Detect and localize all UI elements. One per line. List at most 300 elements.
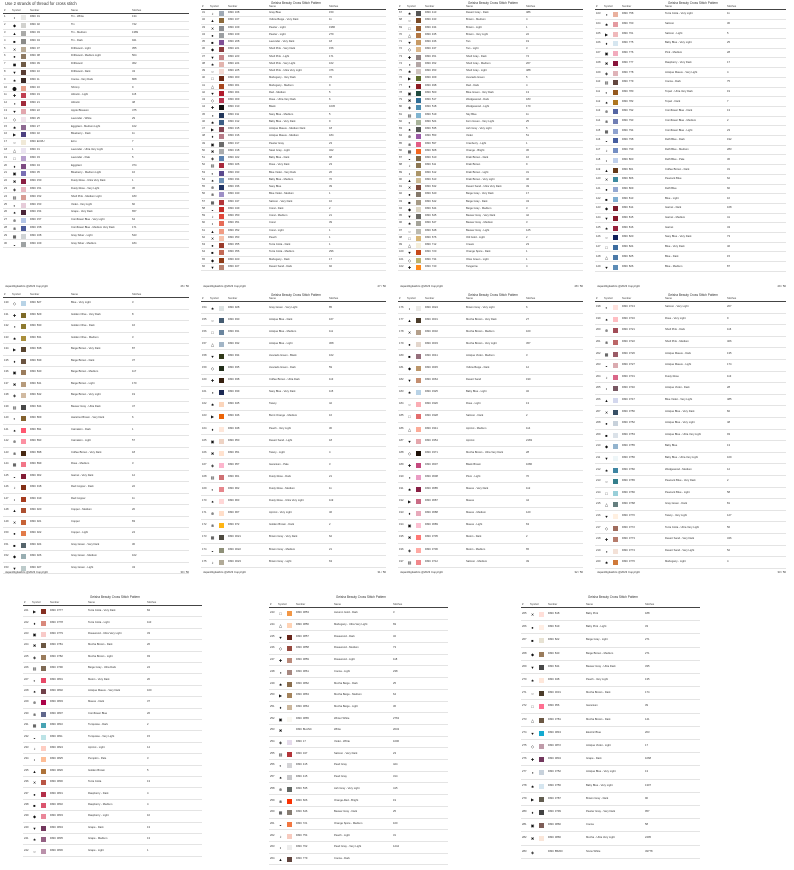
thread-name: Grape - Medium <box>88 837 108 841</box>
dmc-number: DMC 3023 <box>228 559 241 563</box>
dmc-number: DMC 309 <box>228 98 240 102</box>
stitch-symbol-icon: ▲ <box>407 317 412 323</box>
color-swatch <box>21 31 26 36</box>
dmc-number: DMC 3705 <box>425 535 438 539</box>
column-header-number: Number <box>296 603 306 606</box>
dmc-number: DMC 740 <box>425 264 437 268</box>
dmc-number: DMC 824 <box>622 245 634 249</box>
thread-name: Antique Blue - Medium <box>269 329 297 333</box>
dmc-number: DMC 3774 <box>622 548 635 552</box>
table-row <box>198 471 394 483</box>
column-header-num: # <box>24 601 26 604</box>
row-number: 186 <box>399 426 404 430</box>
dmc-number: DMC 3834 <box>548 757 561 761</box>
dmc-number: DMC 3866 <box>548 836 561 840</box>
thread-name: Rose - Light <box>466 402 481 406</box>
row-number: 51 <box>202 156 205 160</box>
row-number: 103 <box>596 12 601 16</box>
color-swatch <box>539 731 544 736</box>
stitch-symbol-icon: ✚ <box>407 462 412 468</box>
stitch-count: 1389 <box>132 30 138 34</box>
color-swatch <box>613 491 618 496</box>
thread-name: Ash Gray - Very Light <box>466 127 492 131</box>
table-row <box>266 608 456 620</box>
table-row <box>0 123 197 131</box>
thread-name: Baby Blue - Very Light <box>665 41 692 45</box>
stitch-symbol-icon: ▦ <box>12 462 17 468</box>
color-swatch <box>613 216 618 221</box>
copyright-footer: JapanDigitalArts @2023 Copyright <box>597 284 640 288</box>
stitch-count: 115 <box>329 390 334 394</box>
stitch-symbol-icon: ◆ <box>32 814 37 820</box>
row-number: 121 <box>596 186 601 190</box>
table-row <box>198 532 394 544</box>
thread-name: Shell Pink - Very Light <box>269 61 296 65</box>
row-number: 31 <box>202 11 205 15</box>
color-swatch <box>613 197 618 202</box>
thread-name: Beige Brown - Light <box>71 381 95 385</box>
thread-note: Use 2 strands of thread for cross stitch <box>5 1 77 6</box>
stitch-symbol-icon: ✕ <box>12 519 17 525</box>
row-number: 156 <box>202 329 207 333</box>
dmc-number: DMC 03 <box>30 30 40 34</box>
color-swatch <box>21 109 26 114</box>
color-swatch <box>41 723 46 728</box>
column-header-name: Name <box>334 603 341 606</box>
row-number: 16 <box>4 132 7 136</box>
row-number: 131 <box>4 312 9 316</box>
stitch-count: 23 <box>526 243 529 247</box>
table-row <box>198 228 394 235</box>
dmc-number: DMC 779 <box>296 857 308 861</box>
thread-name: Beige Brown - Very Light <box>71 393 101 397</box>
stitch-symbol-icon: ◐ <box>33 677 36 683</box>
row-number: 212 <box>596 467 601 471</box>
stitch-symbol-icon: ▶ <box>407 76 412 82</box>
stitch-symbol-icon: ● <box>211 32 214 38</box>
stitch-symbol-icon: ★ <box>530 678 535 684</box>
table-row <box>20 834 210 845</box>
column-header-name: Name <box>665 297 672 300</box>
stitch-count: 283 <box>727 148 732 152</box>
color-swatch <box>21 86 26 91</box>
row-number: 224 <box>24 643 29 647</box>
row-number: 151 <box>4 542 9 546</box>
thread-name: Shell Pink - Medium Light <box>71 194 102 198</box>
row-number: 244 <box>270 623 275 627</box>
dmc-number: DMC 340 <box>228 192 240 196</box>
row-number: 143 <box>4 450 9 454</box>
stitch-count: 9 <box>727 316 729 320</box>
thread-name: Antique Blue - Very Dark <box>665 409 695 413</box>
dmc-number: DMC 3752 <box>622 421 635 425</box>
table-row <box>395 112 591 119</box>
dmc-number: DMC 820 <box>622 235 634 239</box>
dmc-number: DMC 208 <box>228 40 240 44</box>
thread-name: Geranium - Pale <box>269 462 289 466</box>
dmc-number: DMC 891 <box>30 427 42 431</box>
thread-name: Blue - Dark <box>665 254 679 258</box>
row-number: 140 <box>4 416 9 420</box>
stitch-count: 28 <box>727 51 730 55</box>
page-number: 32 / 56 <box>574 570 583 574</box>
color-swatch <box>287 635 292 640</box>
dmc-number: DMC 645 <box>425 214 437 218</box>
dmc-number: DMC 632 <box>425 185 437 189</box>
row-number: 229 <box>24 700 29 704</box>
stitch-count: 10 <box>329 199 332 203</box>
stitch-count: 13 <box>147 837 150 841</box>
stitch-count: 13 <box>727 109 730 113</box>
stitch-symbol-icon: ✚ <box>407 264 412 270</box>
thread-name: Cornflower Blue <box>88 711 108 715</box>
thread-name: Salmon - Light <box>665 31 683 35</box>
stitch-symbol-icon: ■ <box>211 250 214 256</box>
thread-name: Rose - Very Light <box>665 316 686 320</box>
row-number: 28 <box>4 225 7 229</box>
table-row <box>198 314 394 326</box>
stitch-symbol-icon: ★ <box>407 390 412 396</box>
stitch-symbol-icon: ◐ <box>211 170 214 176</box>
stitch-symbol-icon: ⬤ <box>12 85 17 91</box>
stitch-symbol-icon: ◑ <box>211 390 214 396</box>
dmc-number: DMC 3801 <box>50 677 63 681</box>
stitch-symbol-icon: ■ <box>605 432 608 438</box>
color-swatch <box>21 234 26 239</box>
stitch-symbol-icon: ✚ <box>604 537 609 543</box>
column-header-num: # <box>596 297 598 300</box>
stitch-count: 93 <box>727 432 730 436</box>
stitch-count: 3 <box>526 206 528 210</box>
row-number: 223 <box>24 631 29 635</box>
column-header-num: # <box>4 9 6 12</box>
thread-name: Beige Gray - Dark <box>466 199 488 203</box>
dmc-number: DMC 815 <box>622 216 634 220</box>
row-number: 36 <box>202 47 205 51</box>
thread-name: Shell Gray - Medium <box>466 61 491 65</box>
table-row <box>20 743 210 754</box>
stitch-symbol-icon: ◇ <box>604 525 609 531</box>
dmc-number: DMC 3756 <box>622 456 635 460</box>
table-row <box>395 177 591 184</box>
dmc-number: DMC 760 <box>622 22 634 26</box>
thread-name: Beige Gray - Light <box>586 638 608 642</box>
thread-name: Apricot - Light <box>88 745 105 749</box>
thread-name: Tan <box>466 40 471 44</box>
table-row <box>20 823 210 834</box>
thread-name: Mocha Beige - Medium <box>334 693 362 697</box>
row-number: 157 <box>202 341 207 345</box>
dmc-number: DMC 3022 <box>228 547 241 551</box>
stitch-count: 109 <box>727 456 732 460</box>
table-row <box>266 631 456 643</box>
stitch-count: 36 <box>132 186 135 190</box>
thread-name: Garnet - Very Dark <box>71 473 94 477</box>
thread-name: Dusty Rose - Medium <box>269 487 295 491</box>
table-row <box>0 92 197 100</box>
stitch-symbol-icon: ✖ <box>12 381 17 387</box>
stitch-symbol-icon: ▶ <box>32 609 37 615</box>
stitch-symbol-icon: ▦ <box>604 351 609 357</box>
thread-name: Brown - Light <box>466 25 482 29</box>
table-row <box>395 326 591 338</box>
stitch-symbol-icon: ▶ <box>210 127 215 133</box>
row-number: 249 <box>270 681 275 685</box>
dmc-number: DMC 831 <box>30 335 42 339</box>
dmc-number: DMC 312 <box>228 119 240 123</box>
stitch-symbol-icon: ◈ <box>407 105 412 111</box>
color-swatch <box>416 366 421 371</box>
table-row <box>592 383 794 395</box>
stitch-symbol-icon: ■ <box>408 353 411 359</box>
stitch-symbol-icon: ★ <box>407 221 412 227</box>
color-swatch <box>219 475 224 480</box>
dmc-number: DMC 223 <box>228 54 240 58</box>
dmc-number: DMC 825 <box>622 254 634 258</box>
table-row <box>198 350 394 362</box>
table-row <box>592 117 794 127</box>
color-swatch <box>613 168 618 173</box>
table-row <box>0 367 197 379</box>
row-number: 46 <box>202 119 205 123</box>
dmc-number: DMC 415 <box>296 763 308 767</box>
dmc-number: DMC 3872 <box>548 744 561 748</box>
stitch-symbol-icon: ▦ <box>32 723 37 729</box>
table-row <box>395 471 591 483</box>
dmc-number: DMC 799 <box>622 148 634 152</box>
stitch-count: 43 <box>132 565 135 569</box>
table-row <box>198 264 394 271</box>
stitch-count: 16 <box>132 324 135 328</box>
color-swatch <box>287 763 292 768</box>
stitch-count: 28 <box>526 450 529 454</box>
thread-name: Gray Silver - Medium <box>71 241 97 245</box>
row-number: 247 <box>270 658 275 662</box>
stitch-count: 19 <box>526 40 529 44</box>
table-row <box>518 608 708 621</box>
dmc-number: DMC 356 <box>228 250 240 254</box>
dmc-number: DMC 3859 <box>296 658 309 662</box>
stitch-symbol-icon: ✕ <box>530 612 535 618</box>
table-row <box>198 484 394 496</box>
pattern-page <box>592 0 794 290</box>
row-number: 4 <box>4 38 6 42</box>
stitch-symbol-icon: ▲ <box>407 177 412 183</box>
color-swatch <box>219 523 224 528</box>
stitch-count: 1 <box>329 235 331 239</box>
stitch-count: 11 <box>132 132 135 136</box>
stitch-symbol-icon: ♥ <box>279 634 282 640</box>
color-swatch <box>41 678 46 683</box>
table-row <box>20 788 210 799</box>
row-number: 5 <box>4 46 6 50</box>
dmc-number: DMC 3833 <box>50 814 63 818</box>
thread-name: Mocha Beige - Light <box>334 704 358 708</box>
table-row <box>266 842 456 854</box>
table-row <box>0 209 197 217</box>
stitch-symbol-icon: ✕ <box>210 25 215 31</box>
stitch-count: 2 <box>526 414 528 418</box>
stitch-symbol-icon: ◒ <box>279 821 282 827</box>
column-header-stitches: Stitches <box>526 5 536 8</box>
dmc-number: DMC 221 <box>228 47 240 51</box>
thread-name: Mocha Brown - Dark <box>586 691 611 695</box>
stitch-symbol-icon: ✕ <box>604 177 609 183</box>
dmc-number: DMC 413 <box>425 11 437 15</box>
stitch-count: 23 <box>329 163 332 167</box>
stitch-symbol-icon: ▶ <box>12 132 17 138</box>
stitch-count: 15 <box>727 254 730 258</box>
table-row <box>266 678 456 690</box>
table-row <box>395 133 591 140</box>
stitch-count: 150 <box>329 11 334 15</box>
table-row <box>198 133 394 140</box>
dmc-number: DMC 840 <box>30 370 42 374</box>
copyright-footer: JapanDigitalArts @2023 Copyright <box>400 284 443 288</box>
stitch-count: 10 <box>727 196 730 200</box>
thread-name: Winter White <box>334 716 350 720</box>
stitch-count: 2763 <box>393 716 399 720</box>
color-swatch <box>219 499 224 504</box>
color-swatch <box>21 125 26 130</box>
stitch-symbol-icon: ▲ <box>604 398 609 404</box>
dmc-number: DMC 610 <box>425 156 437 160</box>
stitch-symbol-icon: ◈ <box>12 186 17 192</box>
thread-name: Carnation - Light <box>71 439 91 443</box>
stitch-count: 26 <box>147 711 150 715</box>
table-row <box>0 310 197 322</box>
stitch-symbol-icon: ▣ <box>407 90 412 96</box>
thread-name: Grape - Light <box>88 848 104 852</box>
row-number: 162 <box>202 402 207 406</box>
thread-name: Cocoa <box>586 823 594 827</box>
color-swatch <box>21 336 26 341</box>
stitch-count: 21 <box>329 214 332 218</box>
row-number: 169 <box>202 487 207 491</box>
table-row <box>518 700 708 713</box>
column-header-stitches: Stitches <box>727 5 737 8</box>
stitch-count: 183 <box>526 98 531 102</box>
dmc-number: DMC 32 <box>30 132 40 136</box>
stitch-count: 46 <box>727 245 730 249</box>
stitch-symbol-icon: ◑ <box>13 324 16 330</box>
stitch-symbol-icon: △ <box>604 502 609 508</box>
color-swatch <box>41 849 46 854</box>
table-row <box>395 61 591 68</box>
stitch-symbol-icon: ⊕ <box>604 109 609 115</box>
table-row <box>0 108 197 116</box>
table-row <box>20 731 210 742</box>
color-swatch <box>613 456 618 461</box>
stitch-count: 12 <box>132 473 135 477</box>
table-row <box>592 406 794 418</box>
row-number: 133 <box>4 335 9 339</box>
color-swatch <box>416 511 421 516</box>
table-row <box>0 459 197 471</box>
row-number: 105 <box>596 31 601 35</box>
color-swatch <box>613 317 618 322</box>
row-divider <box>3 247 189 248</box>
row-number: 153 <box>4 565 9 569</box>
color-swatch <box>21 485 26 490</box>
table-row <box>0 139 197 147</box>
stitch-count: 39 <box>329 185 332 189</box>
table-row <box>395 423 591 435</box>
stitch-count: 1086 <box>526 462 532 466</box>
table-row <box>592 97 794 107</box>
column-header-name: Name <box>71 9 78 12</box>
color-swatch <box>41 792 46 797</box>
pattern-page <box>198 292 394 576</box>
table-row <box>592 453 794 465</box>
row-number: 130 <box>4 301 9 305</box>
row-number: 240 <box>24 825 29 829</box>
stitch-count: 30 <box>329 426 332 430</box>
stitch-symbol-icon: ◇ <box>407 257 412 263</box>
table-row <box>592 78 794 88</box>
page-number: 27 / 56 <box>377 284 386 288</box>
thread-name: Pearl Gray <box>334 763 347 767</box>
row-number: 242 <box>24 848 29 852</box>
column-header-name: Name <box>71 293 78 296</box>
stitch-symbol-icon: ★ <box>604 467 609 473</box>
table-row <box>198 375 394 387</box>
dmc-number: DMC 3033 <box>425 341 438 345</box>
table-row <box>198 447 394 459</box>
thread-name: Dusty Rose - Ultra Very Light <box>269 499 304 503</box>
row-number: 97 <box>399 228 402 232</box>
row-number: 104 <box>596 22 601 26</box>
table-row <box>198 54 394 61</box>
row-number: 251 <box>270 704 275 708</box>
row-number: 43 <box>202 98 205 102</box>
dmc-number: DMC 168 <box>30 233 42 237</box>
thread-name: Black Brown <box>466 462 481 466</box>
table-row <box>592 107 794 117</box>
column-header-number: Number <box>50 601 60 604</box>
thread-name: Burnt Orange - Medium <box>269 414 298 418</box>
color-swatch <box>287 693 292 698</box>
color-swatch <box>21 132 26 137</box>
dmc-number: DMC 754 <box>296 833 308 837</box>
thread-name: Fern Green - Very Light <box>466 119 495 123</box>
stitch-count: 113 <box>329 378 334 382</box>
thread-name: Salmon - Dark <box>466 414 484 418</box>
color-swatch <box>416 342 421 347</box>
table-row <box>198 141 394 148</box>
stitch-count: 4 <box>329 450 331 454</box>
table-row <box>198 556 394 568</box>
dmc-number: DMC 435 <box>425 32 437 36</box>
stitch-count: 59 <box>329 366 332 370</box>
row-number: 274 <box>522 730 527 734</box>
row-number: 159 <box>202 366 207 370</box>
dmc-number: DMC 3722 <box>622 340 635 344</box>
row-number: 144 <box>4 462 9 466</box>
table-row <box>395 242 591 249</box>
column-header-num: # <box>399 5 401 8</box>
pattern-title: Geisha Beauty Cross Stitch Pattern <box>89 595 141 599</box>
table-row <box>592 395 794 407</box>
row-number: 69 <box>399 25 402 29</box>
color-swatch <box>219 366 224 371</box>
color-swatch <box>613 375 618 380</box>
stitch-count: 18 <box>329 438 332 442</box>
color-swatch <box>613 526 618 531</box>
dmc-number: DMC 3787 <box>548 796 561 800</box>
thread-name: Coffee Brown - Very Dark <box>71 450 102 454</box>
stitch-count: 119 <box>329 499 334 503</box>
